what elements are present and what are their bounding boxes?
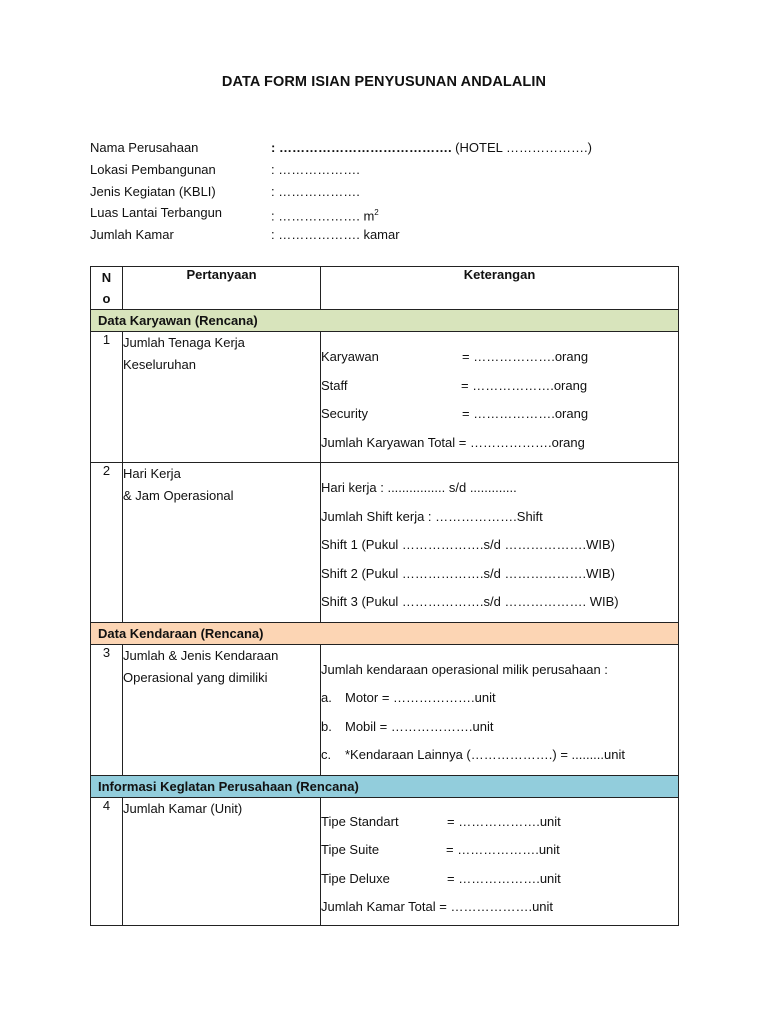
floor-area-value: : ………………. m	[271, 208, 375, 224]
shift-2-line[interactable]: Shift 2 (Pukul ……………….s/d ……………….WIB)	[321, 565, 615, 581]
shift-3-line[interactable]: Shift 3 (Pukul ……………….s/d ………………. WIB)	[321, 594, 619, 609]
table-row	[91, 332, 679, 463]
row-question	[123, 797, 321, 925]
row-question	[123, 332, 321, 463]
table-header-row	[91, 267, 679, 310]
question-line: Jumlah Tenaga Kerja	[123, 335, 245, 350]
employee-label: Karyawan	[321, 349, 379, 364]
list-prefix: a.	[321, 690, 332, 705]
header-info: Keterangan	[321, 267, 679, 310]
section-employee-row	[91, 310, 679, 332]
room-count-field[interactable]: : ………………. kamar	[271, 227, 400, 243]
question-line: Jumlah & Jenis Kendaraan	[123, 647, 279, 663]
row-answer	[321, 332, 679, 463]
employee-line[interactable]	[321, 343, 678, 372]
company-name-field[interactable]	[271, 137, 592, 159]
list-prefix: b.	[321, 718, 332, 734]
row-number: 3	[91, 644, 123, 775]
room-deluxe-line[interactable]	[321, 865, 678, 894]
location-label: Lokasi Pembangunan	[90, 161, 216, 177]
activity-label: Jenis Kegiatan (KBLI)	[90, 183, 216, 199]
company-name-label: Nama Perusahaan	[90, 140, 199, 155]
room-deluxe-label: Tipe Deluxe	[321, 870, 390, 886]
table-row	[91, 644, 679, 775]
header-no-line1: N	[101, 270, 112, 285]
row-question	[123, 463, 321, 623]
room-deluxe-value: = ……………….unit	[447, 870, 561, 886]
room-suite-value: = ……………….unit	[446, 842, 560, 857]
question-line: Keseluruhan	[123, 357, 196, 372]
room-count-label: Jumlah Kamar	[90, 227, 174, 243]
header-no-line2: o	[102, 291, 111, 306]
header-no	[91, 267, 123, 310]
other-vehicle-text: *Kendaraan Lainnya (……………….) = .........unit	[345, 747, 625, 762]
row-number: 1	[91, 332, 123, 463]
room-standard-line[interactable]	[321, 808, 678, 837]
section-vehicle-row	[91, 622, 679, 644]
room-standard-value: = ……………….unit	[447, 813, 561, 829]
activity-field[interactable]: : ……………….	[271, 183, 360, 199]
section-vehicle-title: Data Kendaraan (Rencana)	[91, 622, 679, 644]
staff-label: Staff	[321, 377, 348, 393]
floor-area-unit-sup: 2	[374, 208, 379, 218]
row-answer	[321, 463, 679, 623]
hotel-name-value: (HOTEL ……………….)	[451, 140, 592, 155]
form-table	[90, 266, 679, 926]
floor-area-label: Luas Lantai Terbangun	[90, 205, 223, 221]
motor-line[interactable]	[321, 684, 678, 713]
company-name-value: : ………………………………….	[271, 140, 452, 155]
row-question	[123, 644, 321, 775]
row-answer	[321, 644, 679, 775]
section-activity-title: Informasi Keglatan Perusahaan (Rencana)	[91, 775, 679, 797]
security-line[interactable]	[321, 400, 678, 429]
location-field[interactable]: : ……………….	[271, 161, 360, 177]
workday-line[interactable]: Hari kerja : ................ s/d .............	[321, 480, 517, 495]
staff-line[interactable]	[321, 372, 678, 401]
section-employee-title: Data Karyawan (Rencana)	[91, 310, 679, 332]
room-suite-label: Tipe Suite	[321, 842, 380, 857]
other-vehicle-line[interactable]	[321, 741, 678, 770]
room-total-line[interactable]	[321, 893, 678, 922]
vehicle-intro: Jumlah kendaraan operasional milik perusahaan :	[321, 661, 608, 677]
employee-value: = ……………….orang	[462, 349, 589, 364]
car-line[interactable]	[321, 713, 678, 742]
shift-count-line[interactable]: Jumlah Shift kerja : ……………….Shift	[321, 508, 543, 524]
question-line: Operasional yang dimiliki	[123, 669, 268, 685]
question-line: Jumlah Kamar (Unit)	[123, 800, 243, 816]
question-line: Hari Kerja	[123, 466, 181, 481]
room-total-label: Jumlah Kamar Total = ……………….unit	[321, 899, 554, 914]
shift-1-line[interactable]: Shift 1 (Pukul ……………….s/d ……………….WIB)	[321, 537, 615, 552]
security-value: = ……………….orang	[462, 406, 589, 421]
row-number: 4	[91, 797, 123, 925]
table-row	[91, 463, 679, 623]
room-standard-label: Tipe Standart	[321, 813, 399, 829]
car-text: Mobil = ……………….unit	[345, 718, 494, 734]
employee-total-line[interactable]	[321, 429, 678, 458]
motor-text: Motor = ……………….unit	[345, 690, 496, 705]
row-number: 2	[91, 463, 123, 623]
question-line: & Jam Operasional	[123, 488, 234, 503]
room-suite-line[interactable]	[321, 836, 678, 865]
header-question: Pertanyaan	[123, 267, 321, 310]
security-label: Security	[321, 406, 368, 421]
list-prefix: c.	[321, 747, 332, 762]
section-activity-row	[91, 775, 679, 797]
employee-total-label: Jumlah Karyawan Total = ……………….orang	[321, 434, 585, 450]
form-title: DATA FORM ISIAN PENYUSUNAN ANDALALIN	[221, 74, 547, 90]
row-answer	[321, 797, 679, 925]
table-row	[91, 797, 679, 925]
staff-value: = ……………….orang	[461, 377, 588, 393]
